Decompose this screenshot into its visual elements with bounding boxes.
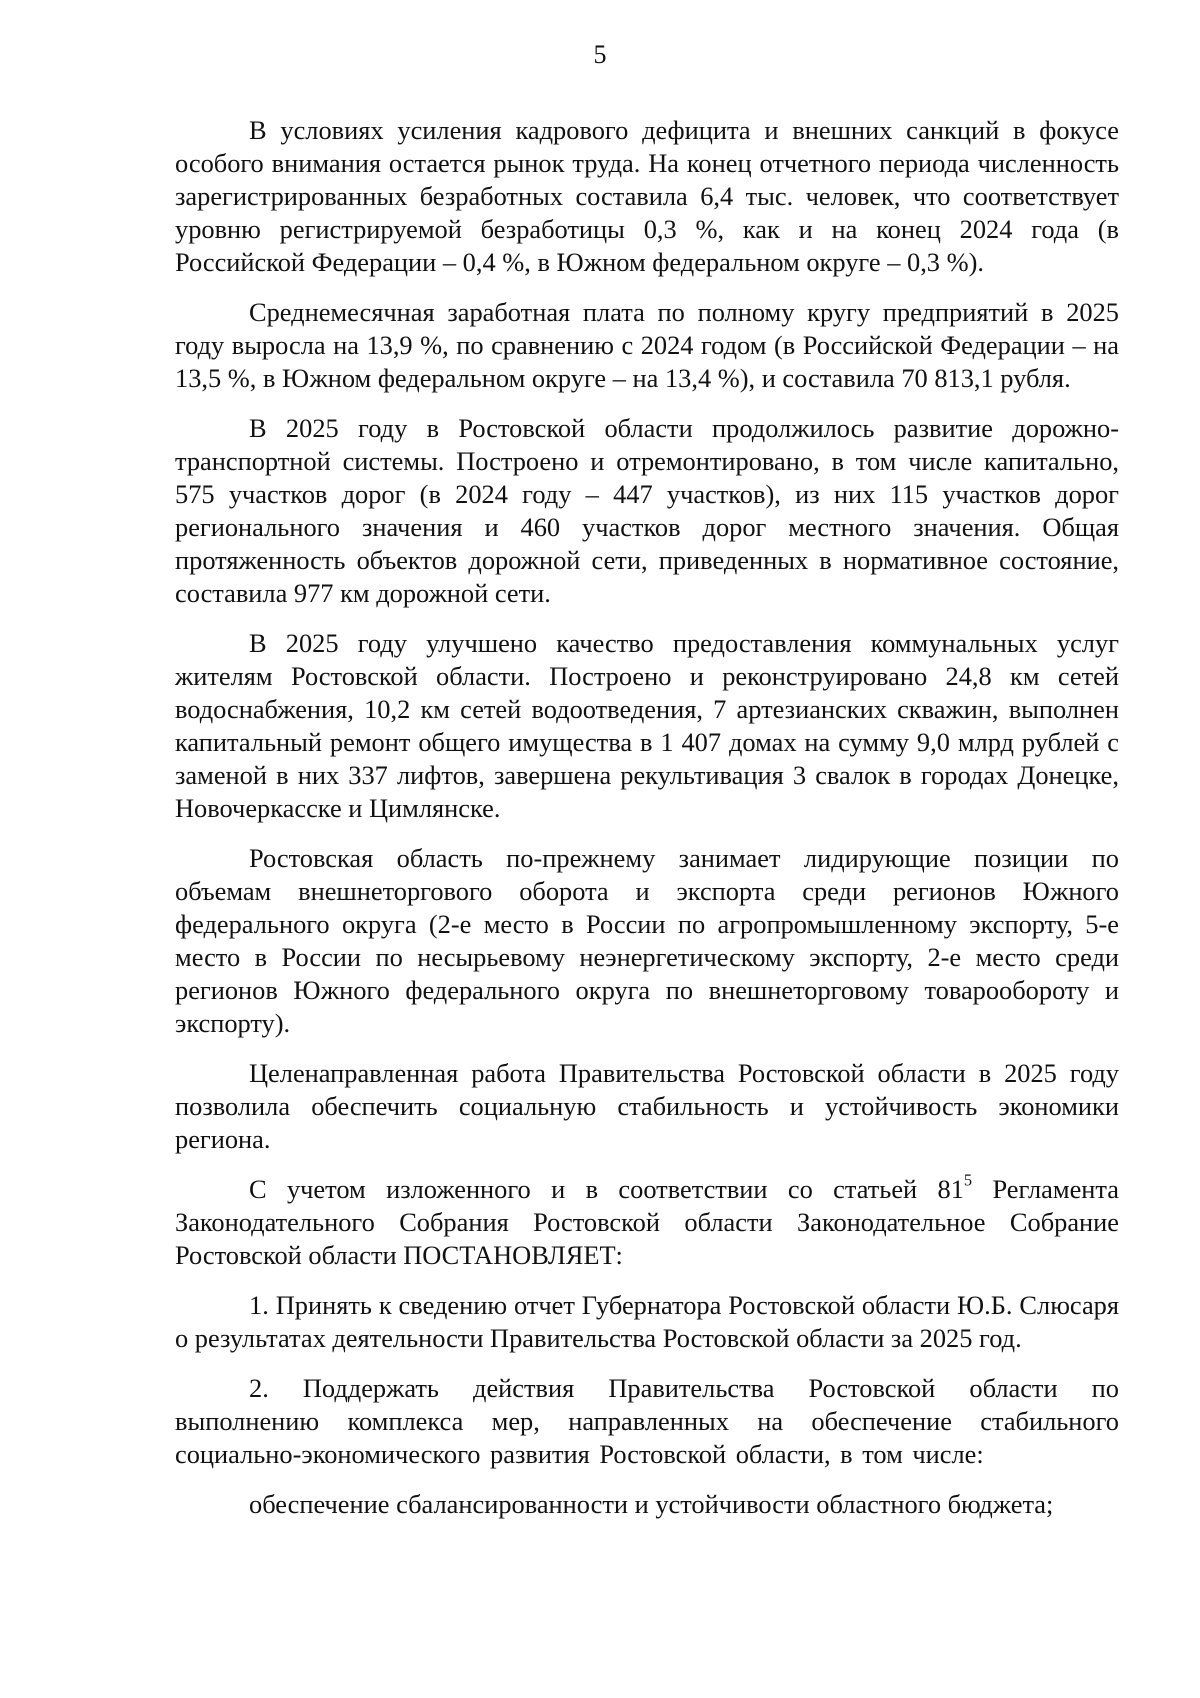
decree-item-1: 1. Принять к сведению отчет Губернатора Ростовской области Ю.Б. Слюсаря о результатах деятельности Правительства Ростовской области за 2025 год. — [175, 1290, 1119, 1353]
paragraph-decree-intro — [175, 1170, 1119, 1272]
article-superscript: 5 — [963, 1170, 973, 1190]
paragraph-wages: Среднемесячная заработная плата по полному кругу предприятий в 2025 году выросла на 13,9 %, по сравнению с 2024 годом (в Российской Федерации – на 13,5 %, в Южном федеральном округе – на 13,4 %), и составила 70 813,1 рубля. — [175, 297, 1119, 393]
paragraph-roads: В 2025 году в Ростовской области продолжилось развитие дорожно-транспортной системы. Построено и отремонтировано, в том числе капитально, 575 участков дорог (в 2024 году – 447 участков), из них 115 участков дорог регионального значения и 460 участков дорог местного значения. Общая протяженность объектов дорожной сети, приведенных в нормативное состояние, составила 977 км дорожной сети. — [175, 413, 1119, 608]
paragraph-stability: Целенаправленная работа Правительства Ростовской области в 2025 году позволила обеспечить социальную стабильность и устойчивость экономики региона. — [175, 1058, 1119, 1154]
decree-item-2: 2. Поддержать действия Правительства Ростовской области по выполнению комплекса мер, направленных на обеспечение стабильного социально-экономического развития Ростовской области, в том числе: — [175, 1373, 1119, 1469]
paragraph-labor-market: В условиях усиления кадрового дефицита и внешних санкций в фокусе особого внимания остается рынок труда. На конец отчетного периода численность зарегистрированных безработных составила 6,4 тыс. человек, что соответствует уровню регистрируемой безработицы 0,3 %, как и на конец 2024 года (в Российской Федерации – 0,4 %, в Южном федеральном округе – 0,3 %). — [175, 115, 1119, 277]
document-body — [175, 114, 1119, 1521]
paragraph-utilities: В 2025 году улучшено качество предоставления коммунальных услуг жителям Ростовской области. Построено и реконструировано 24,8 км сетей водоснабжения, 10,2 км сетей водоотведения, 7 артезианских скважин, выполнен капитальный ремонт общего имущества в 1 407 домах на сумму 9,0 млрд рублей с заменой в них 337 лифтов, завершена рекультивация 3 свалок в городах Донецке, Новочеркасске и Цимлянске. — [175, 628, 1119, 823]
decree-intro-text: С учетом изложенного и в соответствии со статьей 81 — [249, 1174, 964, 1204]
decree-subitem-budget: обеспечение сбалансированности и устойчивости областного бюджета; — [249, 1489, 1054, 1519]
paragraph-foreign-trade: Ростовская область по-прежнему занимает лидирующие позиции по объемам внешнеторгового оборота и экспорта среди регионов Южного федерального округа (2-е место в России по агропромышленному экспорту, 5-е место в России по несырьевому неэнергетическому экспорту, 2-е место среди регионов Южного федерального округа по внешнеторговому товарообороту и экспорту). — [175, 843, 1119, 1038]
page-number: 5 — [593, 40, 607, 69]
decree-intro-text-continued: Регламента Законодательного Собрания Ростовской области Законодательное Собрание Ростовской области ПОСТАНОВЛЯЕТ: — [175, 1174, 1119, 1270]
